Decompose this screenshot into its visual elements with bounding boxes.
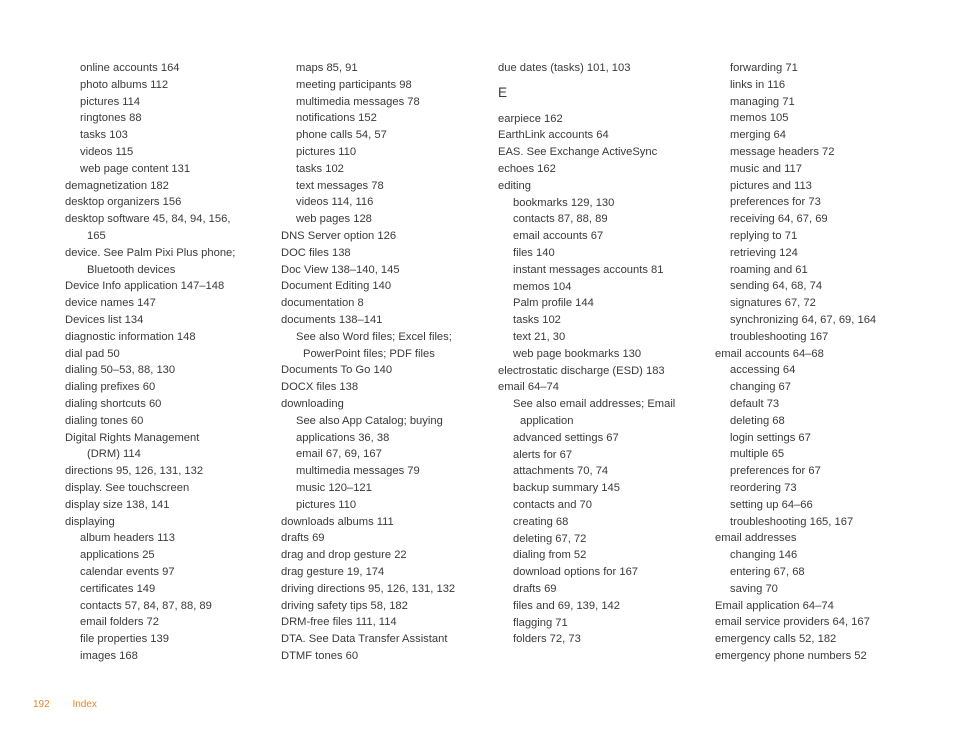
- index-subentry: multimedia messages 79: [296, 465, 420, 478]
- index-entry: DNS Server option 126: [281, 229, 397, 242]
- index-entry: earpiece 162: [498, 112, 563, 125]
- index-continuation: PowerPoint files; PDF files: [303, 347, 435, 360]
- index-entry: EarthLink accounts 64: [498, 129, 609, 142]
- index-subentry: text messages 78: [296, 179, 384, 192]
- index-subentry: email 67, 69, 167: [296, 448, 382, 461]
- index-entry: device names 147: [65, 297, 156, 310]
- index-subentry: download options for 167: [513, 566, 639, 579]
- index-continuation: 165: [87, 229, 106, 242]
- index-subentry: album headers 113: [80, 532, 175, 545]
- index-subentry: preferences for 67: [730, 465, 821, 478]
- index-entry: dialing 50–53, 88, 130: [65, 364, 176, 377]
- index-entry: display. See touchscreen: [65, 481, 190, 494]
- index-subentry: preferences for 73: [730, 196, 821, 209]
- index-entry: driving directions 95, 126, 131, 132: [281, 582, 456, 595]
- index-subentry: text 21, 30: [513, 330, 566, 343]
- index-subentry: flagging 71: [513, 616, 568, 629]
- index-entry: diagnostic information 148: [65, 330, 196, 343]
- index-entry: drafts 69: [281, 532, 325, 545]
- index-entry: DOCX files 138: [281, 381, 359, 394]
- index-subentry: roaming and 61: [730, 263, 808, 276]
- index-subentry: message headers 72: [730, 145, 835, 158]
- index-entry: Doc View 138–140, 145: [281, 263, 400, 276]
- index-subentry: notifications 152: [296, 112, 377, 125]
- index-subentry: online accounts 164: [80, 62, 180, 74]
- index-entry: Device Info application 147–148: [65, 280, 225, 293]
- index-subentry: pictures 114: [80, 95, 141, 108]
- index-entry: dialing tones 60: [65, 414, 144, 427]
- index-subentry: sending 64, 68, 74: [730, 280, 823, 293]
- index-subentry: troubleshooting 165, 167: [730, 515, 854, 528]
- page-footer: [33, 699, 97, 710]
- index-subentry: images 168: [80, 649, 138, 662]
- index-entry: emergency calls 52, 182: [715, 633, 837, 646]
- index-subentry: folders 72, 73: [513, 633, 581, 646]
- index-entry: desktop software 45, 84, 94, 156,: [65, 213, 231, 226]
- index-subentry: See also App Catalog; buying: [296, 414, 443, 427]
- index-subentry: files and 69, 139, 142: [513, 599, 620, 612]
- index-subentry: contacts and 70: [513, 498, 592, 511]
- index-entry: editing: [498, 179, 531, 192]
- index-subentry: meeting participants 98: [296, 78, 412, 91]
- index-subentry: pictures 110: [296, 498, 357, 511]
- index-subentry: replying to 71: [730, 229, 798, 242]
- index-subentry: troubleshooting 167: [730, 330, 829, 343]
- index-subentry: creating 68: [513, 515, 569, 528]
- index-subentry: multimedia messages 78: [296, 95, 420, 108]
- index-subentry: alerts for 67: [513, 448, 573, 461]
- index-subentry: advanced settings 67: [513, 431, 619, 444]
- index-subentry: music 120–121: [296, 481, 372, 494]
- index-subentry: changing 67: [730, 381, 791, 394]
- index-subentry: email accounts 67: [513, 230, 604, 243]
- index-subentry: reordering 73: [730, 481, 797, 494]
- index-subentry: synchronizing 64, 67, 69, 164: [730, 313, 877, 326]
- index-subentry: ringtones 88: [80, 112, 142, 125]
- index-entry: DTA. See Data Transfer Assistant: [281, 633, 448, 646]
- index-entry: Documents To Go 140: [281, 364, 393, 377]
- index-entry: desktop organizers 156: [65, 196, 182, 209]
- index-entry: documents 138–141: [281, 313, 383, 326]
- index-entry: email accounts 64–68: [715, 347, 824, 360]
- page-number: 192: [33, 699, 50, 710]
- index-subentry: calendar events 97: [80, 565, 175, 578]
- index-subentry: See also Word files; Excel files;: [296, 330, 452, 343]
- index-entry: email addresses: [715, 532, 797, 545]
- index-subentry: pictures 110: [296, 145, 357, 158]
- index-subentry: phone calls 54, 57: [296, 129, 387, 142]
- index-subentry: backup summary 145: [513, 482, 620, 495]
- index-entry: demagnetization 182: [65, 179, 169, 192]
- index-subentry: contacts 87, 88, 89: [513, 213, 608, 226]
- index-subentry: setting up 64–66: [730, 498, 813, 511]
- index-entry: emergency phone numbers 52: [715, 649, 867, 662]
- index-subentry: tasks 102: [296, 162, 344, 175]
- index-subentry: videos 114, 116: [296, 196, 374, 209]
- index-subentry: contacts 57, 84, 87, 88, 89: [80, 599, 212, 612]
- index-entry: displaying: [65, 515, 115, 528]
- index-entry: DTMF tones 60: [281, 649, 359, 662]
- index-continuation: application: [520, 414, 574, 427]
- index-entry: driving safety tips 58, 182: [281, 599, 408, 612]
- index-subentry: web page bookmarks 130: [513, 347, 642, 360]
- index-entry: Document Editing 140: [281, 280, 392, 293]
- index-subentry: receiving 64, 67, 69: [730, 213, 828, 226]
- index-entry: echoes 162: [498, 162, 556, 175]
- index-subentry: attachments 70, 74: [513, 465, 609, 478]
- index-entry: directions 95, 126, 131, 132: [65, 465, 204, 478]
- index-letter-heading: E: [498, 84, 508, 100]
- index-column-3: [498, 60, 693, 648]
- index-subentry: music and 117: [730, 162, 802, 175]
- index-subentry: merging 64: [730, 129, 786, 142]
- index-subentry: web pages 128: [296, 213, 372, 226]
- index-subentry: login settings 67: [730, 431, 811, 444]
- index-subentry: retrieving 124: [730, 246, 798, 259]
- index-entry: display size 138, 141: [65, 498, 170, 511]
- index-subentry: forwarding 71: [730, 62, 798, 74]
- index-entry: dial pad 50: [65, 347, 120, 360]
- index-subentry: photo albums 112: [80, 78, 169, 91]
- index-entry: downloading: [281, 397, 344, 410]
- index-subentry: files 140: [513, 246, 555, 259]
- index-subentry: multiple 65: [730, 448, 785, 461]
- index-subentry: videos 115: [80, 145, 134, 158]
- index-entry: documentation 8: [281, 297, 364, 310]
- index-entry: due dates (tasks) 101, 103: [498, 62, 631, 74]
- section-label: Index: [72, 699, 97, 710]
- index-entry: EAS. See Exchange ActiveSync: [498, 146, 658, 159]
- index-subentry: signatures 67, 72: [730, 297, 816, 310]
- index-entry: Email application 64–74: [715, 599, 834, 612]
- index-subentry: accessing 64: [730, 364, 796, 377]
- index-entry: email service providers 64, 167: [715, 616, 870, 629]
- index-subentry: applications 36, 38: [296, 431, 390, 444]
- index-entry: email 64–74: [498, 381, 559, 394]
- index-entry: drag gesture 19, 174: [281, 565, 385, 578]
- index-subentry: bookmarks 129, 130: [513, 196, 615, 209]
- index-entry: drag and drop gesture 22: [281, 549, 407, 562]
- index-subentry: saving 70: [730, 582, 778, 595]
- index-subentry: file properties 139: [80, 633, 169, 646]
- index-entry: DOC files 138: [281, 246, 351, 259]
- index-subentry: tasks 102: [513, 314, 561, 327]
- index-subentry: applications 25: [80, 549, 155, 562]
- index-subentry: See also email addresses; Email: [513, 398, 676, 411]
- index-continuation: (DRM) 114: [87, 448, 141, 461]
- index-column-2: [281, 60, 481, 665]
- index-subentry: dialing from 52: [513, 549, 587, 562]
- index-subentry: web page content 131: [80, 162, 191, 175]
- index-subentry: entering 67, 68: [730, 565, 805, 578]
- index-subentry: changing 146: [730, 549, 798, 562]
- index-subentry: deleting 68: [730, 414, 785, 427]
- index-entry: device. See Palm Pixi Plus phone;: [65, 246, 236, 259]
- index-subentry: links in 116: [730, 78, 786, 91]
- index-subentry: instant messages accounts 81: [513, 263, 664, 276]
- index-subentry: Palm profile 144: [513, 297, 594, 310]
- index-entry: Devices list 134: [65, 313, 144, 326]
- index-subentry: managing 71: [730, 95, 795, 108]
- index-column-1: [65, 60, 255, 665]
- index-entry: downloads albums 111: [281, 515, 394, 528]
- index-subentry: certificates 149: [80, 582, 156, 595]
- index-subentry: maps 85, 91: [296, 62, 358, 74]
- index-subentry: drafts 69: [513, 582, 557, 595]
- index-subentry: memos 105: [730, 112, 789, 125]
- index-entry: dialing shortcuts 60: [65, 397, 162, 410]
- index-subentry: tasks 103: [80, 129, 128, 142]
- index-continuation: Bluetooth devices: [87, 263, 176, 276]
- index-subentry: memos 104: [513, 280, 572, 293]
- index-subentry: pictures and 113: [730, 179, 812, 192]
- index-entry: electrostatic discharge (ESD) 183: [498, 364, 665, 377]
- index-entry: dialing prefixes 60: [65, 381, 156, 394]
- index-subentry: email folders 72: [80, 616, 159, 629]
- index-subentry: deleting 67, 72: [513, 532, 587, 545]
- index-entry: Digital Rights Management: [65, 431, 200, 444]
- index-entry: DRM-free files 111, 114: [281, 616, 397, 629]
- index-column-4: [715, 60, 915, 665]
- index-subentry: default 73: [730, 397, 780, 410]
